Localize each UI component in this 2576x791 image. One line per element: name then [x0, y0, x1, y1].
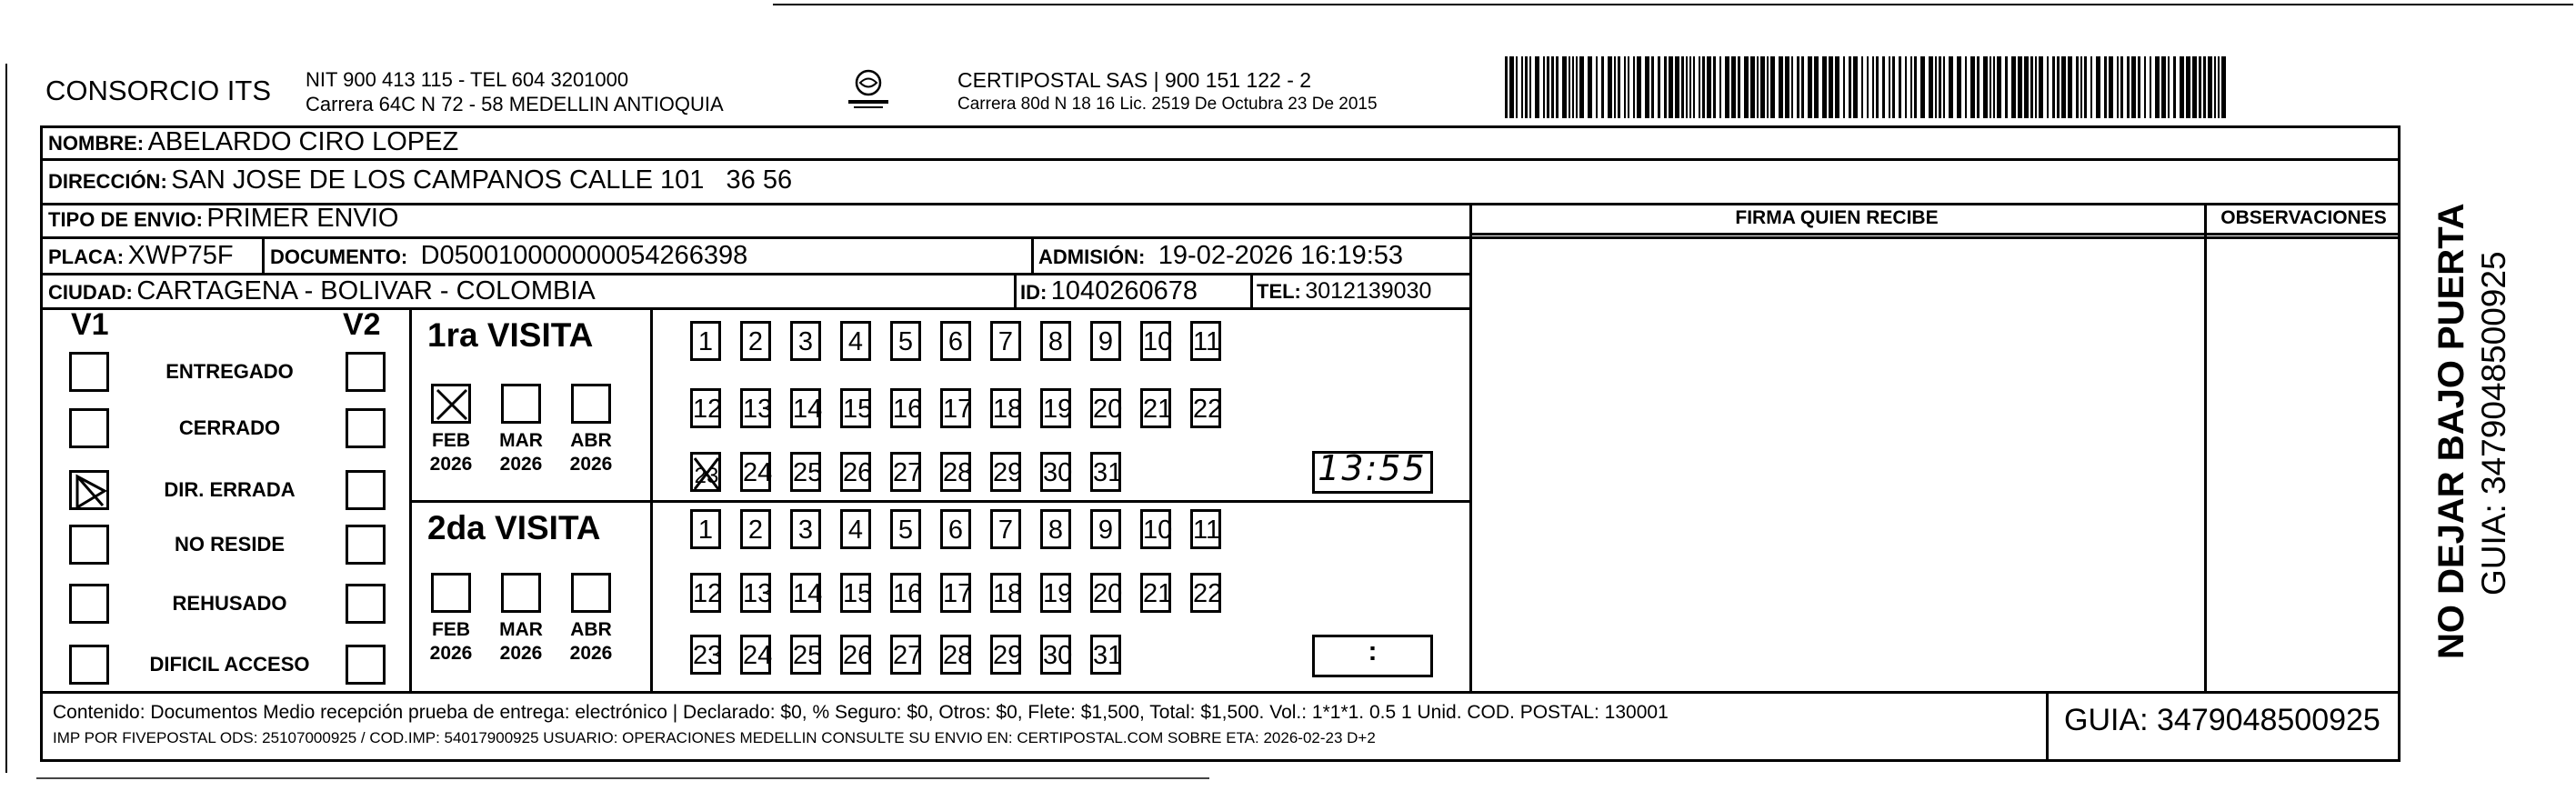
month-label: MAR 2026 — [499, 619, 543, 664]
day-box[interactable]: 7 — [990, 509, 1021, 549]
status-label: DIR. ERRADA — [164, 478, 296, 501]
day-box[interactable]: 11 — [1190, 509, 1221, 549]
day-box[interactable]: 15 — [840, 388, 871, 428]
day-box[interactable]: 2 — [740, 321, 771, 361]
day-box[interactable]: 20 — [1090, 388, 1121, 428]
day-box[interactable]: 18 — [990, 388, 1021, 428]
day-box[interactable]: 8 — [1040, 509, 1071, 549]
day-box[interactable]: 20 — [1090, 573, 1121, 613]
v1-checkbox[interactable] — [69, 352, 109, 392]
day-box[interactable]: 24 — [740, 452, 771, 492]
day-box[interactable]: 1 — [690, 509, 721, 549]
company-name: CONSORCIO ITS — [45, 75, 272, 106]
status-label: DIFICIL ACCESO — [149, 653, 310, 676]
status-label: ENTREGADO — [165, 360, 294, 383]
v1-checkbox[interactable] — [69, 584, 109, 624]
v2-checkbox[interactable] — [346, 408, 386, 448]
day-box[interactable]: 8 — [1040, 321, 1071, 361]
footer-divider — [2046, 691, 2049, 762]
sig-divider — [1469, 203, 1472, 691]
footer-guia: GUIA: 3479048500925 — [2064, 703, 2381, 737]
cell-divider — [262, 238, 265, 273]
day-box[interactable]: 9 — [1090, 509, 1121, 549]
month-checkbox[interactable] — [501, 384, 541, 424]
first-visit-title: 1ra VISITA — [427, 316, 594, 354]
month-label: FEB 2026 — [429, 619, 473, 664]
day-box[interactable]: 18 — [990, 573, 1021, 613]
cell-divider — [1031, 238, 1034, 273]
day-box[interactable]: 13 — [740, 573, 771, 613]
day-box[interactable]: 9 — [1090, 321, 1121, 361]
side-guia: GUIA: 3479048500925 — [2475, 251, 2512, 596]
day-box[interactable]: 6 — [940, 509, 971, 549]
day-box[interactable]: 5 — [890, 509, 921, 549]
day-box[interactable]: 27 — [890, 635, 921, 675]
day-box[interactable]: 3 — [790, 321, 821, 361]
row-line — [40, 273, 1472, 275]
day-box[interactable]: 22 — [1190, 573, 1221, 613]
certipostal-logo — [841, 67, 896, 113]
second-visit-time: : — [1368, 636, 1378, 666]
nombre-value: ABELARDO CIRO LOPEZ — [147, 127, 459, 156]
v2-checkbox[interactable] — [346, 584, 386, 624]
nombre-row — [48, 127, 458, 157]
first-visit-time: 13:55 — [1318, 448, 1427, 488]
row-line — [40, 158, 2401, 161]
placa-value: XWP75F — [127, 241, 234, 270]
side-warning: NO DEJAR BAJO PUERTA — [2431, 203, 2471, 659]
day-box-marked[interactable] — [690, 452, 721, 492]
v1-checkbox[interactable] — [69, 470, 109, 510]
scan-edge-bottom — [36, 777, 1209, 779]
month-label: ABR 2026 — [569, 430, 613, 475]
company-address: Carrera 64C N 72 - 58 MEDELLIN ANTIOQUIA — [306, 93, 724, 115]
v1-checkbox[interactable] — [69, 525, 109, 565]
footer-printer-info: IMP POR FIVEPOSTAL ODS: 25107000925 / COD.IMP: 54017900925 USUARIO: OPERACIONES MEDELLIN CONSULTE SU ENVIO EN: CERTIPOSTAL.COM SOBRE ETA: 2026-02-23 D+2 — [53, 729, 1376, 746]
ciudad-value: CARTAGENA - BOLIVAR - COLOMBIA — [136, 276, 596, 305]
v2-label: V2 — [343, 307, 381, 342]
month-checkbox[interactable] — [571, 573, 611, 613]
day-box[interactable]: 11 — [1190, 321, 1221, 361]
documento-label: DOCUMENTO: — [270, 245, 408, 268]
status-label: REHUSADO — [172, 592, 287, 615]
v2-checkbox[interactable] — [346, 470, 386, 510]
row-line — [40, 307, 1472, 310]
scan-edge-left — [5, 64, 7, 773]
day-box[interactable]: 30 — [1040, 452, 1071, 492]
day-box[interactable]: 14 — [790, 388, 821, 428]
v2-checkbox[interactable] — [346, 352, 386, 392]
carrier-name: CERTIPOSTAL SAS | 900 151 122 - 2 — [957, 68, 1312, 92]
day-box[interactable]: 21 — [1140, 388, 1171, 428]
day-box[interactable]: 5 — [890, 321, 921, 361]
status-label: CERRADO — [178, 416, 281, 439]
day-box[interactable]: 30 — [1040, 635, 1071, 675]
cell-divider — [1250, 275, 1253, 307]
placa-cell — [48, 241, 234, 271]
day-box[interactable]: 31 — [1090, 452, 1121, 492]
v1-checkbox[interactable] — [69, 645, 109, 685]
day-box[interactable]: 31 — [1090, 635, 1121, 675]
id-label: ID: — [1020, 281, 1047, 304]
day-box[interactable]: 17 — [940, 573, 971, 613]
day-box[interactable]: 7 — [990, 321, 1021, 361]
nombre-label: NOMBRE: — [48, 132, 145, 155]
status-divider — [409, 307, 412, 691]
day-box[interactable]: 15 — [840, 573, 871, 613]
day-box[interactable]: 12 — [690, 388, 721, 428]
day-box[interactable]: 2 — [740, 509, 771, 549]
placa-label: PLACA: — [48, 245, 125, 268]
visit-separator — [409, 500, 1469, 503]
sig-divider — [2204, 203, 2207, 691]
tipo-value: PRIMER ENVIO — [206, 204, 399, 233]
ciudad-label: CIUDAD: — [48, 281, 133, 304]
admision-label: ADMISIÓN: — [1038, 245, 1146, 268]
barcode — [1505, 56, 2228, 118]
day-box[interactable]: 25 — [790, 452, 821, 492]
second-visit-title: 2da VISITA — [427, 509, 601, 546]
carrier-address: Carrera 80d N 18 16 Lic. 2519 De Octubra 23 De 2015 — [957, 95, 1378, 114]
day-box[interactable]: 22 — [1190, 388, 1221, 428]
day-box[interactable]: 19 — [1040, 573, 1071, 613]
svg-text:23: 23 — [694, 464, 719, 488]
day-box[interactable]: 26 — [840, 452, 871, 492]
cell-divider — [1014, 275, 1017, 307]
day-box[interactable]: 26 — [840, 635, 871, 675]
documento-value: D050010000000054266398 — [420, 241, 748, 270]
day-box[interactable]: 4 — [840, 509, 871, 549]
day-box[interactable]: 25 — [790, 635, 821, 675]
v2-checkbox[interactable] — [346, 645, 386, 685]
v2-checkbox[interactable] — [346, 525, 386, 565]
tipo-row — [48, 204, 398, 234]
direccion-row — [48, 165, 792, 195]
v1-checkbox[interactable] — [69, 408, 109, 448]
day-box[interactable]: 4 — [840, 321, 871, 361]
day-box[interactable]: 28 — [940, 635, 971, 675]
direccion-value: SAN JOSE DE LOS CAMPANOS CALLE 101 36 56 — [171, 165, 793, 195]
company-nit: NIT 900 413 115 - TEL 604 3201000 — [306, 68, 629, 91]
day-box[interactable]: 1 — [690, 321, 721, 361]
observaciones-label: OBSERVACIONES — [2220, 207, 2387, 228]
month-checkbox[interactable] — [501, 573, 541, 613]
day-box[interactable]: 17 — [940, 388, 971, 428]
sig-header-line — [1469, 233, 2401, 235]
day-box[interactable]: 21 — [1140, 573, 1171, 613]
tel-value: 3012139030 — [1305, 278, 1432, 304]
id-cell — [1020, 276, 1198, 306]
day-box[interactable]: 16 — [890, 388, 921, 428]
month-checkbox[interactable] — [431, 384, 471, 424]
day-box[interactable]: 23 — [690, 635, 721, 675]
admision-value: 19-02-2026 16:19:53 — [1158, 241, 1404, 270]
month-label: FEB 2026 — [429, 430, 473, 475]
day-box[interactable]: 10 — [1140, 321, 1171, 361]
admision-cell — [1038, 241, 1403, 271]
row-line — [40, 236, 2401, 239]
day-box[interactable]: 29 — [990, 635, 1021, 675]
scan-edge-top — [773, 4, 2573, 5]
month-label: ABR 2026 — [569, 619, 613, 664]
firma-label: FIRMA QUIEN RECIBE — [1735, 207, 1939, 228]
day-box[interactable]: 12 — [690, 573, 721, 613]
v1-label: V1 — [71, 307, 109, 342]
ciudad-cell — [48, 276, 596, 306]
day-box[interactable]: 10 — [1140, 509, 1171, 549]
day-box[interactable]: 29 — [990, 452, 1021, 492]
tipo-label: TIPO DE ENVIO: — [48, 208, 203, 231]
day-box[interactable]: 6 — [940, 321, 971, 361]
day-box[interactable]: 24 — [740, 635, 771, 675]
month-checkbox[interactable] — [571, 384, 611, 424]
tel-label: TEL: — [1257, 280, 1301, 303]
direccion-label: DIRECCIÓN: — [48, 170, 167, 193]
documento-cell — [270, 241, 747, 271]
day-box[interactable]: 13 — [740, 388, 771, 428]
day-box[interactable]: 27 — [890, 452, 921, 492]
day-box[interactable]: 28 — [940, 452, 971, 492]
day-box[interactable]: 3 — [790, 509, 821, 549]
visit-divider — [650, 307, 653, 691]
day-box[interactable]: 16 — [890, 573, 921, 613]
status-label: NO RESIDE — [174, 533, 286, 556]
id-value: 1040260678 — [1050, 276, 1198, 305]
day-box[interactable]: 14 — [790, 573, 821, 613]
day-box[interactable]: 19 — [1040, 388, 1071, 428]
month-checkbox[interactable] — [431, 573, 471, 613]
footer-content: Contenido: Documentos Medio recepción prueba de entrega: electrónico | Declarado: $0, % Seguro: $0, Otros: $0, Flete: $1,500, Total: $1,500. Vol.: 1*1*1. 0.5 1 Unid. COD. POSTAL: 130001 — [53, 702, 1669, 723]
tel-cell — [1257, 278, 1431, 305]
month-label: MAR 2026 — [499, 430, 543, 475]
